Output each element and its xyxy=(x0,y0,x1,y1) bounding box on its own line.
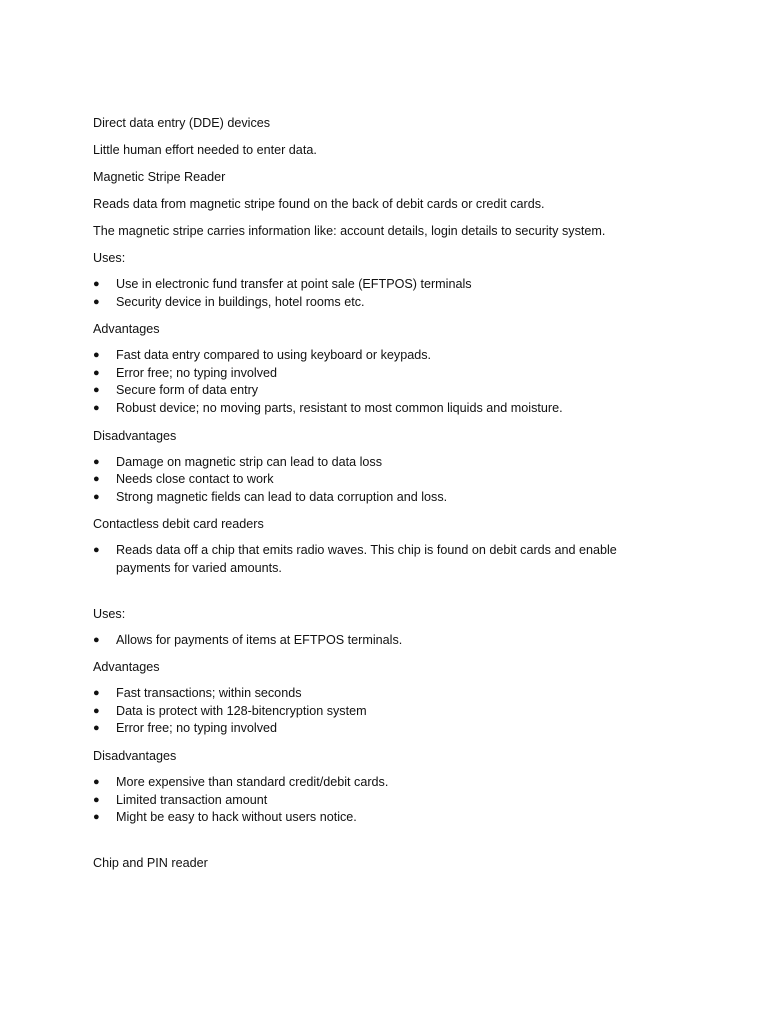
bullet-icon: ● xyxy=(93,775,100,788)
bullet-icon: ● xyxy=(93,295,100,308)
msr-uses-list xyxy=(93,276,653,311)
bullet-icon: ● xyxy=(93,687,100,700)
list-item: ● Security device in buildings, hotel rooms etc. xyxy=(93,294,653,312)
bullet-icon: ● xyxy=(93,384,100,397)
section-heading-chip-pin: Chip and PIN reader xyxy=(93,855,208,870)
list-item: ● Error free; no typing involved xyxy=(93,720,653,738)
bullet-icon: ● xyxy=(93,722,100,735)
list-item: ● Fast transactions; within seconds xyxy=(93,685,653,703)
list-item: ● Allows for payments of items at EFTPOS terminals. xyxy=(93,632,653,650)
bullet-icon: ● xyxy=(93,811,100,824)
bullet-icon: ● xyxy=(93,455,100,468)
list-item: ● Reads data off a chip that emits radio waves. This chip is found on debit cards and enable payments for varied amounts. xyxy=(93,543,617,575)
bullet-icon: ● xyxy=(93,544,100,557)
msr-disadvantages-list xyxy=(93,454,653,507)
list-item: ● Limited transaction amount xyxy=(93,792,653,810)
list-item: ● More expensive than standard credit/debit cards. xyxy=(93,774,653,792)
bullet-icon: ● xyxy=(93,473,100,486)
msr-disadvantages-heading: Disadvantages xyxy=(93,428,177,443)
bullet-icon: ● xyxy=(93,704,100,717)
cdr-description-list xyxy=(93,542,653,577)
list-item: ● Use in electronic fund transfer at point sale (EFTPOS) terminals xyxy=(93,276,653,294)
list-item: ● Data is protect with 128-bitencryption system xyxy=(93,703,653,721)
msr-advantages-heading: Advantages xyxy=(93,322,160,337)
cdr-advantages-heading: Advantages xyxy=(93,660,160,675)
list-item: ● Needs close contact to work xyxy=(93,471,653,489)
list-item: ● Robust device; no moving parts, resistant to most common liquids and moisture. xyxy=(93,400,653,418)
intro-text: Little human effort needed to enter data. xyxy=(93,143,317,157)
document-body xyxy=(93,114,653,881)
section-heading-contactless: Contactless debit card readers xyxy=(93,517,264,532)
doc-title: Direct data entry (DDE) devices xyxy=(93,116,271,130)
blank-line xyxy=(93,587,653,605)
bullet-icon: ● xyxy=(93,490,100,503)
bullet-icon: ● xyxy=(93,633,100,646)
bullet-icon: ● xyxy=(93,401,100,414)
cdr-uses-heading: Uses: xyxy=(93,606,126,621)
msr-uses-heading: Uses: xyxy=(93,251,126,265)
section-heading-magnetic-stripe: Magnetic Stripe Reader xyxy=(93,170,226,184)
bullet-icon: ● xyxy=(93,349,100,362)
list-item: ● Strong magnetic fields can lead to data corruption and loss. xyxy=(93,489,653,507)
bullet-icon: ● xyxy=(93,366,100,379)
list-item: ● Error free; no typing involved xyxy=(93,365,653,383)
cdr-disadvantages-heading: Disadvantages xyxy=(93,748,177,763)
cdr-advantages-list xyxy=(93,685,653,738)
msr-advantages-list xyxy=(93,347,653,417)
bullet-icon: ● xyxy=(93,793,100,806)
list-item: ● Might be easy to hack without users notice. xyxy=(93,809,653,827)
list-item: ● Secure form of data entry xyxy=(93,382,653,400)
blank-line xyxy=(93,836,653,854)
cdr-disadvantages-list xyxy=(93,774,653,827)
msr-description: Reads data from magnetic stripe found on the back of debit cards or credit cards. xyxy=(93,197,545,211)
bullet-icon: ● xyxy=(93,278,100,290)
list-item: ● Fast data entry compared to using keyboard or keypads. xyxy=(93,347,653,365)
msr-info: The magnetic stripe carries information like: account details, login details to security system. xyxy=(93,224,606,238)
list-item: ● Damage on magnetic strip can lead to data loss xyxy=(93,454,653,472)
cdr-uses-list xyxy=(93,632,653,650)
